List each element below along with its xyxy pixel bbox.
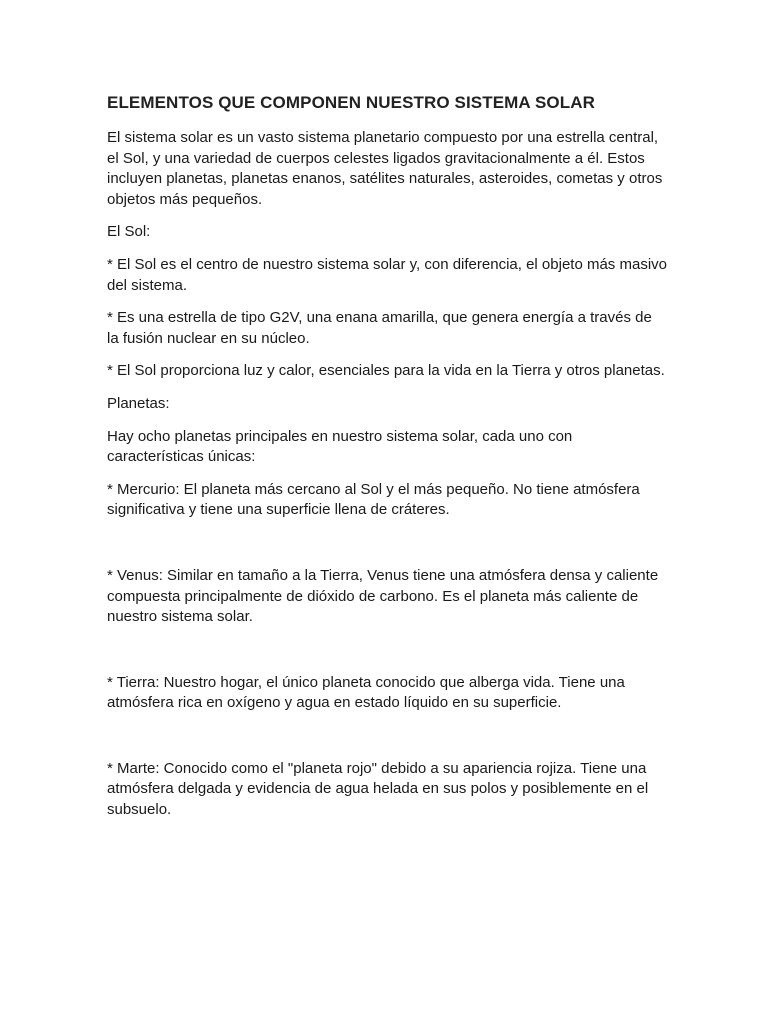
section-heading-sun: El Sol:	[107, 223, 151, 241]
planet-bullet-mercury: * Mercurio: El planeta más cercano al Sol y el más pequeño. No tiene atmósfera significativa y tiene una superficie llena de cráteres.	[107, 480, 640, 519]
intro-paragraph: El sistema solar es un vasto sistema planetario compuesto por una estrella central, el Sol, y una variedad de cuerpos celestes ligados gravitacionalmente a él. Estos incluyen planetas, planetas enanos, satélites naturales, asteroides, cometas y otros objetos más pequeños.	[107, 129, 663, 208]
planet-bullet-earth: * Tierra: Nuestro hogar, el único planeta conocido que alberga vida. Tiene una atmósfera rica en oxígeno y agua en estado líquido en su superficie.	[107, 673, 625, 712]
sun-bullet-3: * El Sol proporciona luz y calor, esenciales para la vida en la Tierra y otros planetas.	[107, 362, 665, 380]
planet-bullet-venus: * Venus: Similar en tamaño a la Tierra, Venus tiene una atmósfera densa y caliente compuesta principalmente de dióxido de carbono. Es el planeta más caliente de nuestro sistema solar.	[107, 566, 659, 626]
planets-intro-paragraph: Hay ocho planetas principales en nuestro sistema solar, cada uno con características únicas:	[107, 427, 573, 466]
sun-bullet-2: * Es una estrella de tipo G2V, una enana amarilla, que genera energía a través de la fusión nuclear en su núcleo.	[107, 309, 652, 347]
sun-bullet-1: * El Sol es el centro de nuestro sistema solar y, con diferencia, el objeto más masivo del sistema.	[107, 255, 667, 294]
planet-bullet-mars: * Marte: Conocido como el "planeta rojo" debido a su apariencia rojiza. Tiene una atmósfera delgada y evidencia de agua helada en sus polos y posiblemente en el subsuelo.	[107, 759, 649, 819]
document-page	[107, 92, 667, 833]
section-heading-planets: Planetas:	[107, 394, 170, 412]
document-title: ELEMENTOS QUE COMPONEN NUESTRO SISTEMA SOLAR	[107, 93, 595, 112]
